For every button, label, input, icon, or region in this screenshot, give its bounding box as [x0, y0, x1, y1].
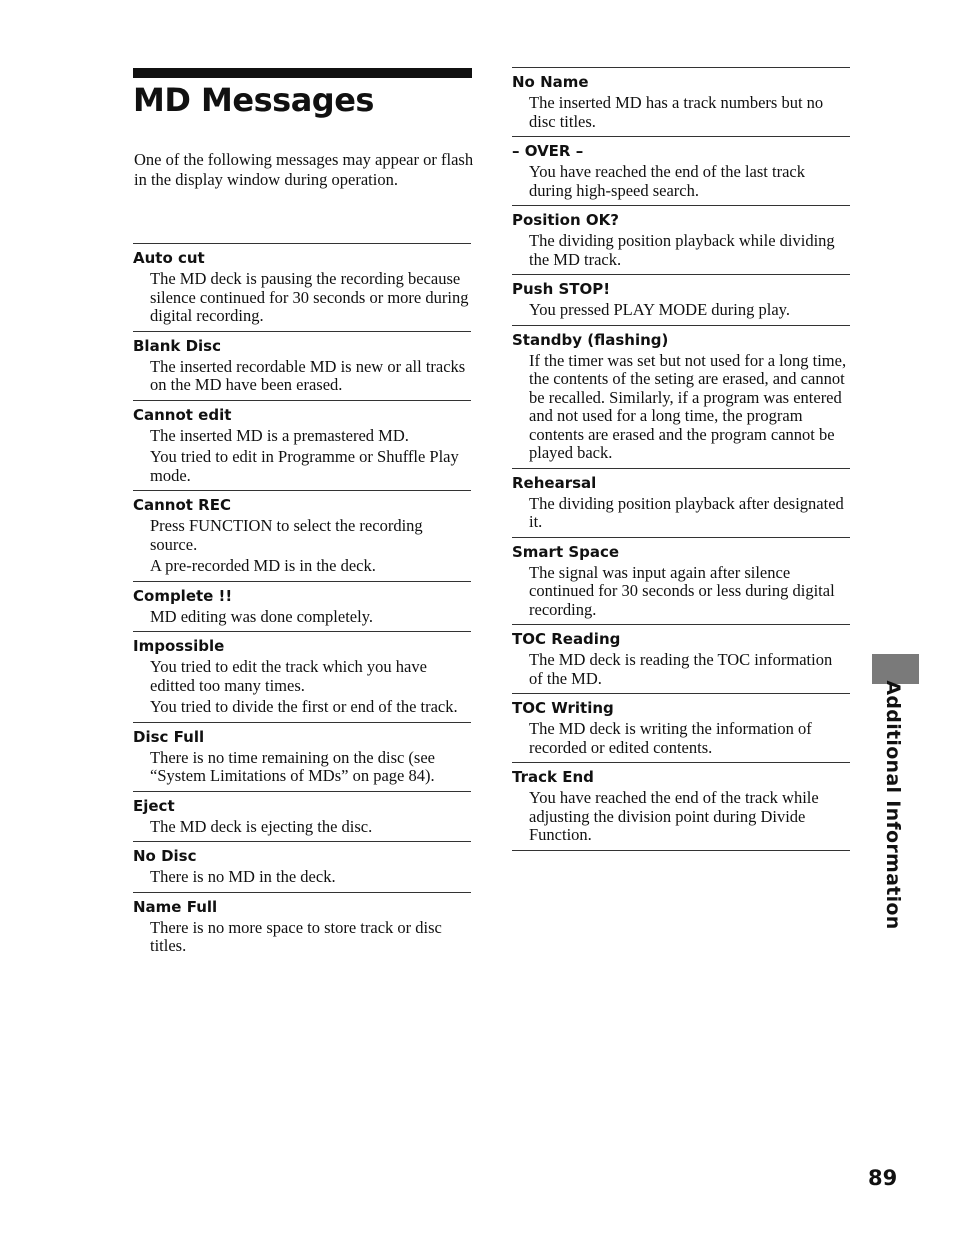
message-title: No Name: [512, 73, 589, 91]
message-entry: [512, 537, 850, 625]
message-entry: [133, 841, 471, 892]
column-end-rule: [512, 850, 850, 851]
message-entry: [512, 468, 850, 537]
message-description: If the timer was set but not used for a long time, the contents of the seting are erased, and cannot be recalled. Similarly, if a program was entered and not used for a long time, the program contents are erased and the program cannot be played back.: [529, 350, 847, 462]
message-description: You have reached the end of the track while adjusting the division point during Divide Function.: [529, 788, 819, 844]
message-title: Standby (flashing): [512, 330, 669, 349]
message-entry: [133, 892, 471, 961]
message-title: – OVER –: [512, 142, 584, 160]
message-description: The inserted MD has a track numbers but no disc titles.: [529, 93, 824, 131]
message-description: A pre-recorded MD is in the deck.: [150, 556, 376, 575]
section-side-label: Additional Information: [882, 680, 904, 930]
message-title: Complete !!: [133, 586, 233, 605]
message-description: Press FUNCTION to select the recording source.: [150, 516, 423, 554]
page-title: MD Messages: [133, 81, 374, 119]
message-title: Smart Space: [512, 542, 620, 561]
message-title: Position OK?: [512, 211, 619, 229]
message-title: TOC Writing: [512, 699, 614, 717]
message-description: MD editing was done completely.: [150, 606, 374, 626]
message-entry: [133, 722, 471, 791]
message-description: You tried to edit the track which you have editted too many times.: [150, 657, 427, 695]
message-description: There is no more space to store track or disc titles.: [150, 917, 442, 955]
message-description: The MD deck is pausing the recording because silence continued for 30 seconds or more during digital recording.: [150, 269, 469, 325]
message-description: The MD deck is reading the TOC information of the MD.: [529, 650, 833, 688]
message-title: Auto cut: [133, 249, 205, 267]
message-entry: [512, 205, 850, 274]
message-description: The signal was input again after silence continued for 30 seconds or less during digital recording.: [529, 562, 835, 619]
message-description: You pressed PLAY MODE during play.: [529, 300, 790, 319]
message-entry: [133, 490, 471, 581]
message-entry: [512, 624, 850, 693]
message-description: The inserted MD is a premastered MD.: [150, 425, 409, 445]
message-title: No Disc: [133, 847, 197, 865]
message-description: The dividing position playback while dividing the MD track.: [529, 231, 835, 269]
message-entry: [133, 331, 471, 400]
right-column-messages: [512, 67, 850, 851]
message-entry: [133, 631, 471, 722]
message-entry: [133, 243, 471, 331]
message-title: Cannot REC: [133, 496, 231, 514]
message-entry: [512, 136, 850, 205]
left-column-messages: [133, 243, 471, 961]
page-number: 89: [868, 1166, 898, 1190]
message-title: Impossible: [133, 637, 225, 655]
message-description: You have reached the end of the last track during high-speed search.: [529, 162, 805, 200]
message-title: Eject: [133, 796, 175, 815]
message-entry: [133, 791, 471, 842]
message-entry: [512, 693, 850, 762]
message-description: The dividing position playback after designated it.: [529, 493, 844, 531]
message-title: Disc Full: [133, 727, 205, 746]
message-entry: [512, 762, 850, 850]
message-description: You tried to edit in Programme or Shuffle Play mode.: [150, 447, 459, 485]
message-title: TOC Reading: [512, 630, 621, 648]
message-title: Track End: [512, 768, 594, 786]
message-description: The MD deck is writing the information of recorded or edited contents.: [529, 719, 812, 757]
message-entry: [133, 581, 471, 632]
title-bar-decoration: [133, 68, 472, 78]
message-entry: [512, 274, 850, 325]
message-description: The MD deck is ejecting the disc.: [150, 816, 373, 836]
message-title: Cannot edit: [133, 405, 232, 424]
message-title: Rehearsal: [512, 473, 597, 492]
message-description: There is no time remaining on the disc (see “System Limitations of MDs” on page 84).: [150, 747, 435, 785]
message-title: Push STOP!: [512, 280, 611, 298]
message-title: Blank Disc: [133, 336, 221, 355]
message-description: The inserted recordable MD is new or all tracks on the MD have been erased.: [150, 356, 466, 394]
intro-paragraph: One of the following messages may appear or flash in the display window during operation.: [134, 150, 474, 189]
message-entry: [133, 400, 471, 491]
message-entry: [512, 325, 850, 468]
message-description: You tried to divide the first or end of the track.: [150, 697, 458, 716]
message-description: There is no MD in the deck.: [150, 867, 336, 886]
message-entry: [512, 67, 850, 136]
message-title: Name Full: [133, 897, 218, 916]
